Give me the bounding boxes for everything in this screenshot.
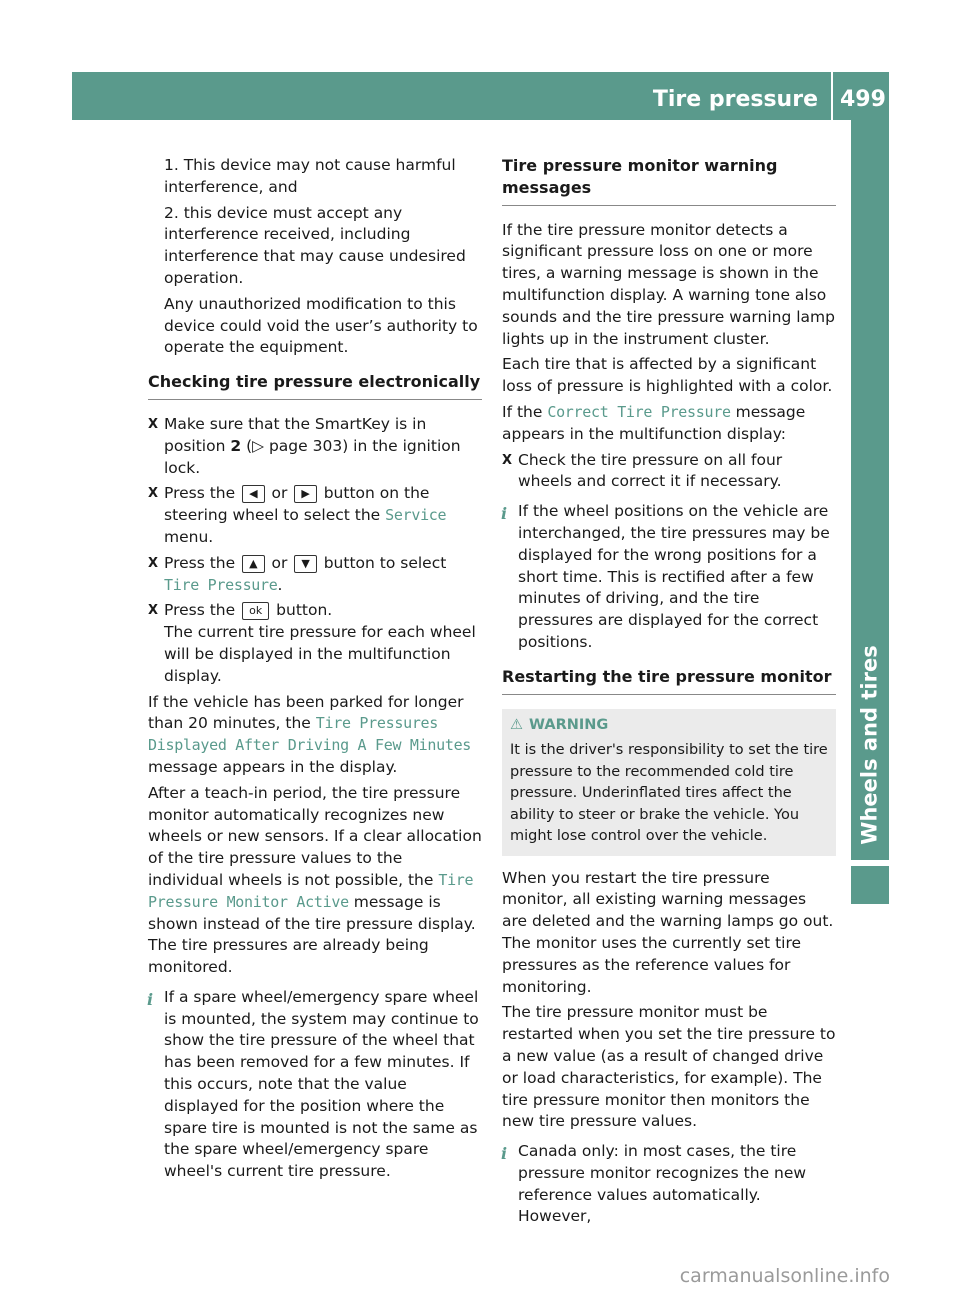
- info-icon: i: [501, 1144, 508, 1164]
- left-arrow-key-icon: ◀: [242, 485, 264, 503]
- heading-checking-tire-pressure: Checking tire pressure electronically: [148, 371, 482, 400]
- right-column: [502, 155, 836, 1232]
- display-text: Service: [385, 506, 447, 525]
- ok-key-icon: ok: [242, 602, 269, 620]
- right-arrow-key-icon: ▶: [294, 485, 316, 503]
- paragraph: If the tire pressure monitor detects a significant pressure loss on one or more tires, a warning message is shown in the multifunction display. A warning tone also sounds and the tire pressure warning lamp lights up in the instrument cluster.: [502, 220, 835, 348]
- info-note: i If a spare wheel/emergency spare wheel is mounted, the system may continue to show the tire pressure of the wheel that has been removed for a few minutes. If this occurs, note that the value displayed for the position where the spare tire is mounted is not the same as the spare wheel/emergency spare wheel's current tire pressure.: [147, 987, 479, 1181]
- instruction-step: X Check the tire pressure on all four wheels and correct it if necessary.: [502, 450, 783, 491]
- paragraph: If the Correct Tire Pressure message appears in the multifunction display:: [502, 402, 806, 443]
- paragraph: The tire pressure monitor must be restarted when you set the tire pressure to a new value (as a result of changed drive or load characteristics, for example). The tire pressure monitor then monitors the new tire pressure values.: [502, 1003, 836, 1131]
- paragraph: 2. this device must accept any interference received, including interference that may cause undesired operation.: [164, 203, 466, 287]
- paragraph: If the vehicle has been parked for longer than 20 minutes, the Tire Pressures Displayed After Driving A Few Minutes message appears in the display.: [148, 692, 472, 776]
- up-arrow-key-icon: ▲: [242, 555, 264, 573]
- step-result: The current tire pressure for each wheel will be displayed in the multifunction display.: [164, 623, 476, 685]
- step-marker: X: [502, 452, 513, 468]
- side-tab-label-container: [851, 640, 889, 850]
- display-text: Tire Pressure: [164, 575, 278, 594]
- paragraph: Each tire that is affected by a significant loss of pressure is highlighted with a color.: [502, 355, 833, 396]
- position-number: 2: [230, 436, 242, 455]
- paragraph: Any unauthorized modification to this device could void the user’s authority to operate the equipment.: [164, 294, 478, 357]
- warning-text: It is the driver's responsibility to set the tire pressure to the recommended cold tire pressure. Underinflated tires affect the ability to steer or brake the vehicle. You might lose control over the vehicle.: [510, 742, 828, 845]
- section-title: Tire pressure: [652, 87, 818, 112]
- header-divider: [831, 72, 833, 120]
- paragraph: 1. This device may not cause harmful interference, and: [164, 156, 456, 196]
- info-note: i If the wheel positions on the vehicle are interchanged, the tire pressures may be displayed for the wrong positions for a short time. This is rectified after a few minutes of driving, and the tire pressures are displayed for the correct positions.: [501, 502, 830, 651]
- left-column: [148, 155, 482, 1187]
- warning-box: [502, 709, 836, 856]
- paragraph: When you restart the tire pressure monitor, all existing warning messages are deleted and the warning lamps go out. The monitor uses the currently set tire pressures as the reference values for monitoring.: [502, 868, 834, 996]
- instruction-step: X Press the ok button. The current tire pressure for each wheel will be displayed in the multifunction display.: [148, 601, 476, 685]
- footer-watermark: carmanualsonline.info: [679, 1265, 890, 1287]
- info-icon: i: [147, 989, 154, 1009]
- info-icon: i: [501, 504, 508, 524]
- step-marker: X: [148, 555, 159, 571]
- instruction-step: X Make sure that the SmartKey is in position 2 (▷ page 303) in the ignition lock.: [148, 414, 461, 477]
- heading-restarting-monitor: Restarting the tire pressure monitor: [502, 666, 836, 695]
- warning-triangle-icon: ⚠: [510, 716, 523, 733]
- side-tab-label: Wheels and tires: [858, 645, 883, 845]
- page-number: 499: [840, 87, 886, 112]
- display-text: Tire Pressures Displayed After Driving A Few Minutes: [148, 714, 472, 755]
- side-tab-marker: [851, 866, 889, 904]
- display-text: Tire Pressure Monitor Active: [148, 870, 474, 911]
- instruction-step: X Press the ◀ or ▶ button on the steering wheel to select the Service menu.: [148, 484, 447, 546]
- display-text: Correct Tire Pressure: [547, 402, 731, 421]
- instruction-step: X Press the ▲ or ▼ button to select Tire Pressure.: [148, 553, 447, 594]
- step-marker: X: [148, 603, 159, 619]
- paragraph: After a teach-in period, the tire pressure monitor automatically recognizes new wheels or new sensors. If a clear allocation of the tire pressure values to the individual wheels is not possible, the Tire Pressure Monitor Active message is shown instead of the tire pressure display. The tire pressures are already being monitored.: [148, 783, 482, 977]
- step-marker: X: [148, 486, 159, 502]
- warning-title: ⚠ WARNING: [510, 715, 828, 737]
- step-marker: X: [148, 416, 159, 432]
- heading-warning-messages: Tire pressure monitor warning messages: [502, 155, 836, 206]
- page-reference: (▷ page 303) in the ignition lock.: [164, 436, 461, 477]
- info-note: i Canada only: in most cases, the tire pressure monitor recognizes the new reference values automatically. However,: [501, 1142, 807, 1226]
- down-arrow-key-icon: ▼: [294, 555, 316, 573]
